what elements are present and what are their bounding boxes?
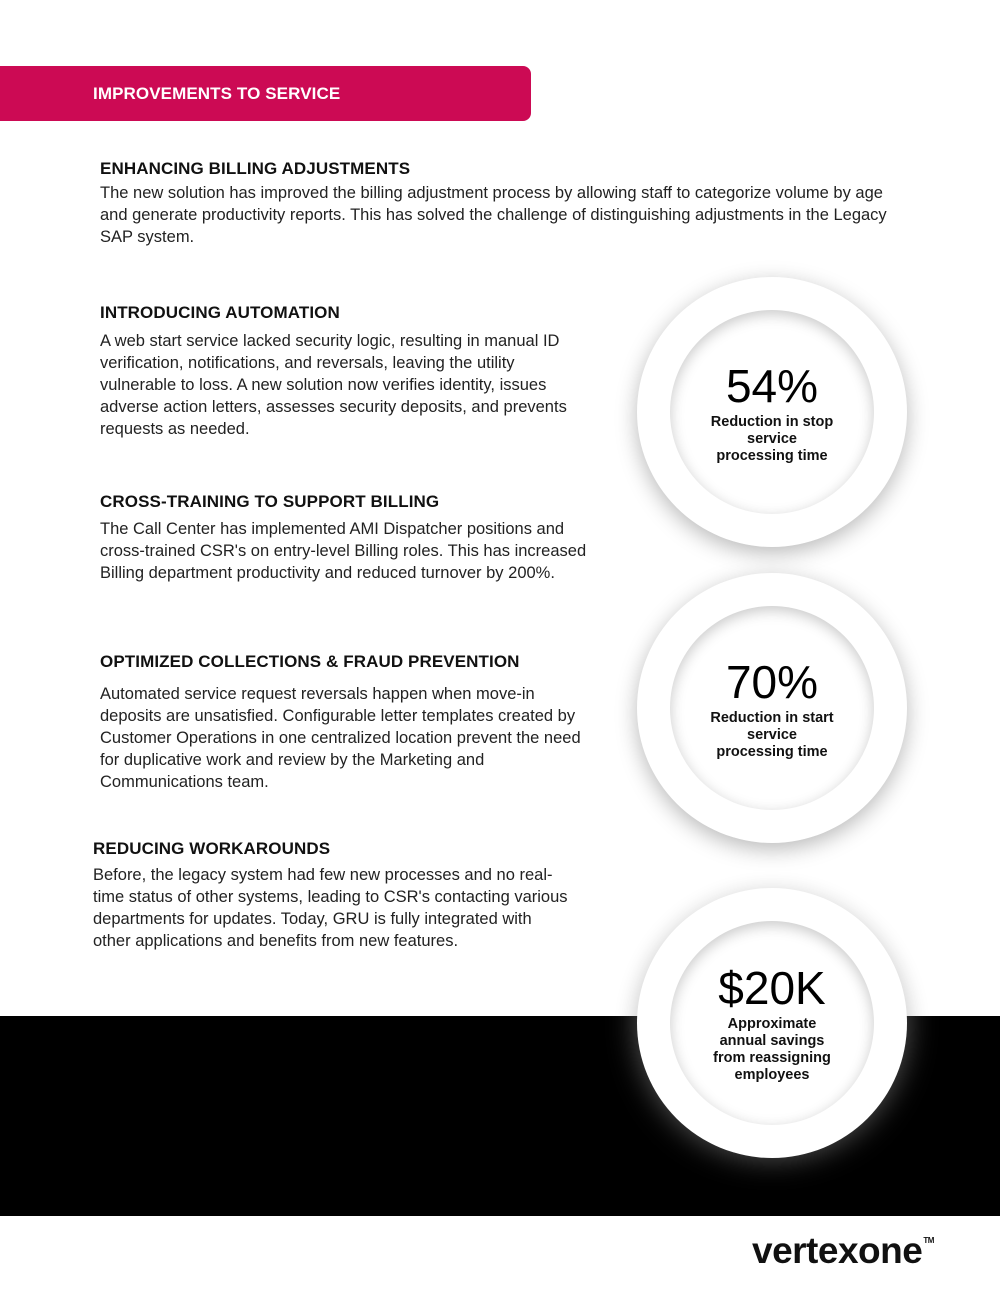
logo-trademark: TM bbox=[923, 1236, 934, 1245]
banner-title: IMPROVEMENTS TO SERVICE bbox=[93, 84, 341, 103]
stat-inner bbox=[670, 921, 874, 1125]
logo-text: vertexone bbox=[752, 1230, 923, 1271]
stat-value: 70% bbox=[725, 655, 819, 708]
stat-inner bbox=[670, 310, 874, 514]
section-heading: OPTIMIZED COLLECTIONS & FRAUD PREVENTION bbox=[100, 652, 520, 671]
stat-inner bbox=[670, 606, 874, 810]
section-heading: REDUCING WORKAROUNDS bbox=[93, 839, 331, 858]
section-body: Automated service request reversals happen when move-in deposits are unsatisfied. Configurable letter templates created by Customer Operations in one centralized location prevent the need for duplicative work and review by the Marketing and Communications team. bbox=[100, 685, 581, 791]
section-body: The new solution has improved the billing adjustment process by allowing staff to categorize volume by age and generate productivity reports. This has solved the challenge of distinguishing adjustments in the Legacy SAP system. bbox=[100, 184, 887, 246]
section-collections-fraud bbox=[100, 651, 600, 793]
section-heading: INTRODUCING AUTOMATION bbox=[100, 303, 340, 322]
section-heading: CROSS-TRAINING TO SUPPORT BILLING bbox=[100, 492, 440, 511]
section-automation bbox=[100, 302, 570, 440]
stat-circle-stop-service bbox=[637, 277, 907, 547]
section-body: Before, the legacy system had few new processes and no real-time status of other systems, leading to CSR's contacting various departments for updates. Today, GRU is fully integrated with other applications and benefits from new features. bbox=[93, 866, 568, 950]
section-billing-adjustments bbox=[100, 158, 900, 248]
vertexone-logo bbox=[752, 1230, 934, 1274]
stat-value: $20K bbox=[718, 962, 826, 1014]
stat-label: Approximate annual savings from reassigning employees bbox=[713, 1016, 831, 1083]
stat-label: Reduction in stop service processing time bbox=[710, 413, 834, 464]
section-body: The Call Center has implemented AMI Dispatcher positions and cross-trained CSR's on entry-level Billing roles. This has increased Billing department productivity and reduced turnover by 200%. bbox=[100, 520, 587, 582]
stat-circle-savings bbox=[637, 888, 907, 1158]
section-banner bbox=[0, 66, 531, 121]
stat-value: 54% bbox=[725, 359, 819, 412]
section-heading: ENHANCING BILLING ADJUSTMENTS bbox=[100, 159, 411, 178]
stat-circle-start-service bbox=[637, 573, 907, 843]
stat-label: Reduction in start service processing time bbox=[710, 709, 834, 760]
section-workarounds bbox=[93, 838, 573, 952]
section-cross-training bbox=[100, 491, 590, 584]
section-body: A web start service lacked security logic, resulting in manual ID verification, notifications, and reversals, leaving the utility vulnerable to loss. A new solution now verifies identity, issues adverse action letters, assesses security deposits, and prevents requests as needed. bbox=[100, 332, 567, 438]
